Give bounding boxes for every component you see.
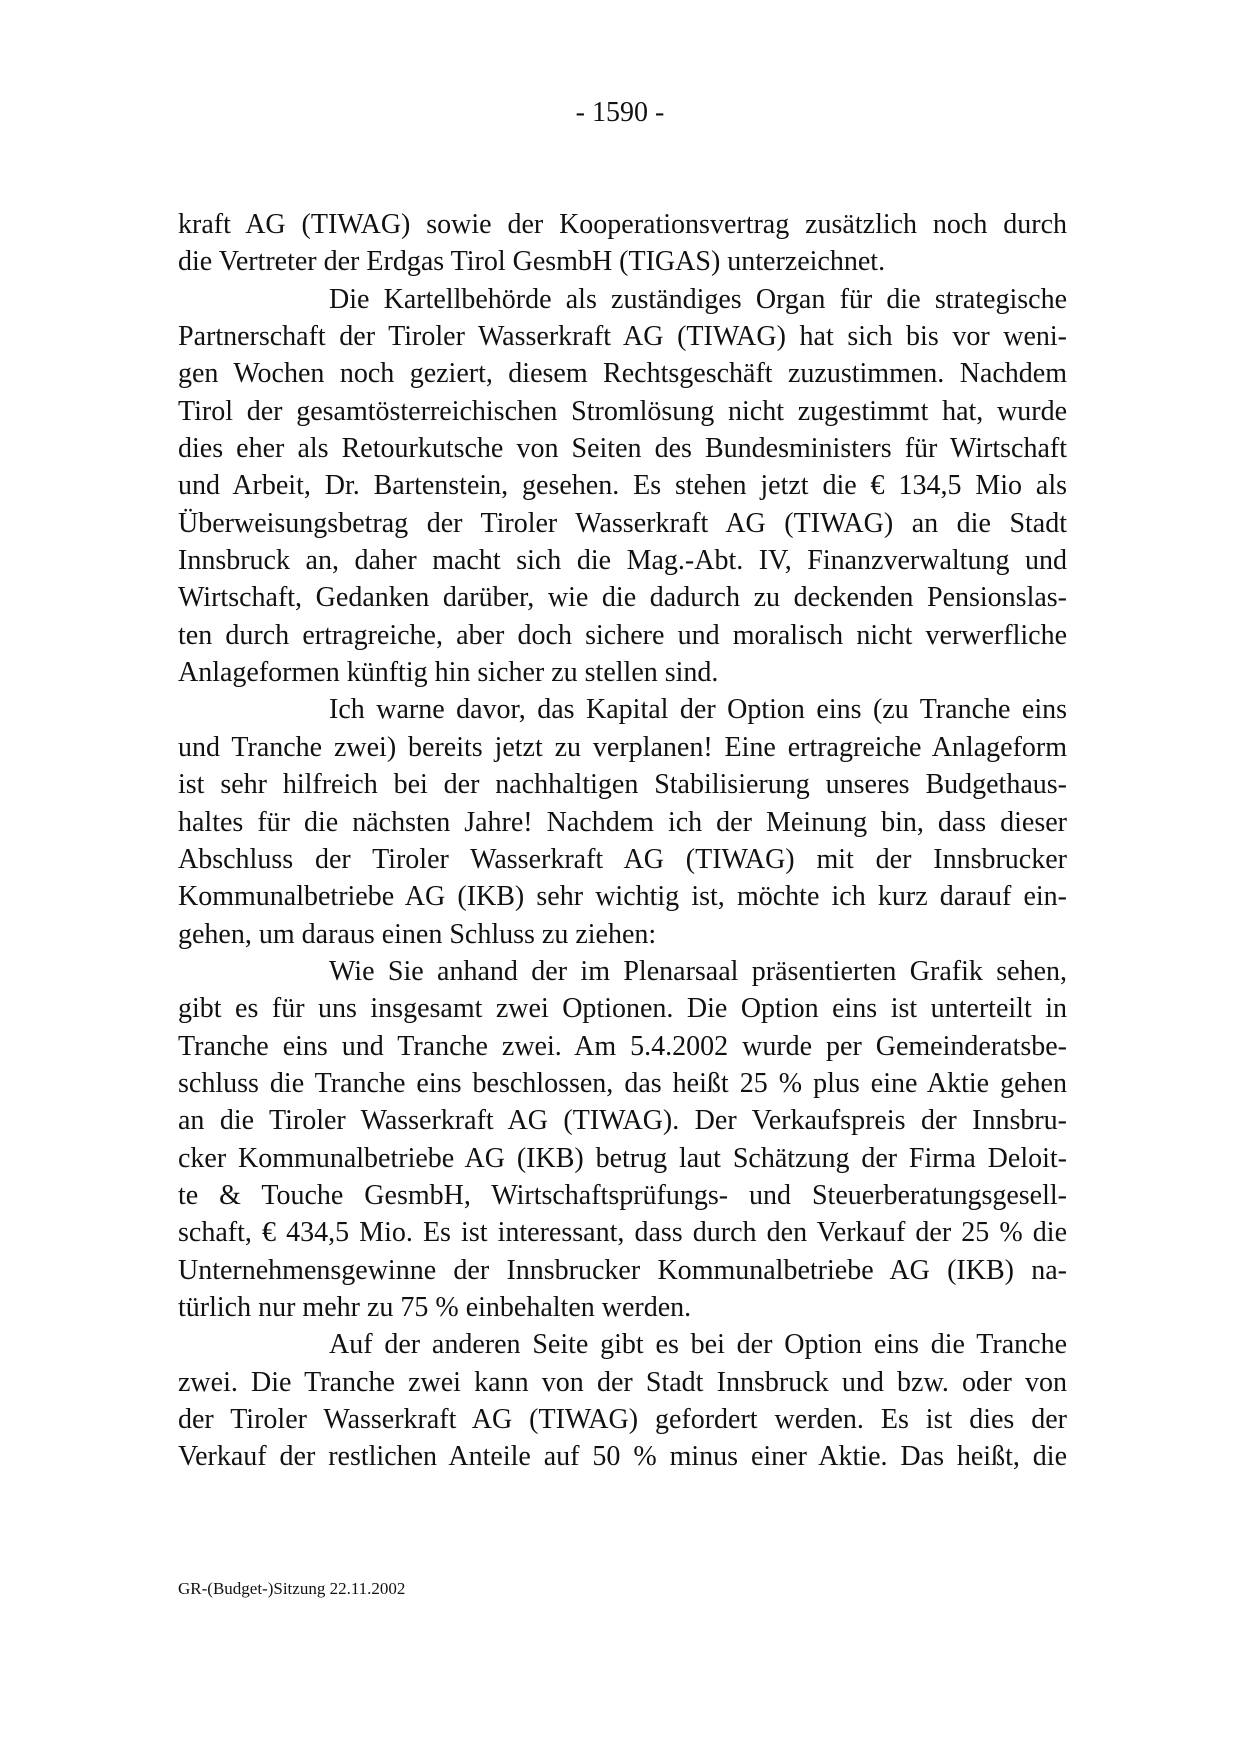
text-line: und Tranche zwei) bereits jetzt zu verplanen! Eine ertragreiche Anlageform — [178, 731, 1067, 763]
text-line: türlich nur mehr zu 75 % einbehalten werden. — [178, 1291, 692, 1323]
text-line: Ich warne davor, das Kapital der Option eins (zu Tranche eins — [329, 694, 1067, 726]
text-line: Anlageformen künftig hin sicher zu stellen sind. — [178, 657, 719, 689]
text-line: gibt es für uns insgesamt zwei Optionen. Die Option eins ist unterteilt in — [178, 993, 1067, 1025]
text-line: ten durch ertragreiche, aber doch sichere und moralisch nicht verwerfliche — [178, 619, 1067, 651]
body-text — [178, 206, 1067, 1476]
text-line: dies eher als Retourkutsche von Seiten des Bundesministers für Wirtschaft — [178, 433, 1067, 465]
text-line: an die Tiroler Wasserkraft AG (TIWAG). Der Verkaufspreis der Innsbru- — [178, 1105, 1067, 1137]
text-line: Kommunalbetriebe AG (IKB) sehr wichtig ist, möchte ich kurz darauf ein- — [178, 881, 1067, 913]
text-line: Tirol der gesamtösterreichischen Stromlösung nicht zugestimmt hat, wurde — [178, 395, 1067, 427]
text-line: schaft, € 434,5 Mio. Es ist interessant, dass durch den Verkauf der 25 % die — [178, 1217, 1067, 1249]
text-line: Partnerschaft der Tiroler Wasserkraft AG (TIWAG) hat sich bis vor weni- — [178, 321, 1067, 353]
text-line: gehen, um daraus einen Schluss zu ziehen: — [178, 918, 657, 950]
text-line: te & Touche GesmbH, Wirtschaftsprüfungs- und Steuerberatungsgesell- — [178, 1179, 1067, 1211]
text-line: Unternehmensgewinne der Innsbrucker Kommunalbetriebe AG (IKB) na- — [178, 1254, 1067, 1286]
text-line: und Arbeit, Dr. Bartenstein, gesehen. Es stehen jetzt die € 134,5 Mio als — [178, 470, 1067, 502]
text-line: der Tiroler Wasserkraft AG (TIWAG) gefordert werden. Es ist dies der — [178, 1404, 1067, 1435]
text-line: Verkauf der restlichen Anteile auf 50 % minus einer Aktie. Das heißt, die — [178, 1441, 1067, 1473]
text-line: haltes für die nächsten Jahre! Nachdem ich der Meinung bin, dass dieser — [178, 806, 1067, 838]
text-line: gen Wochen noch geziert, diesem Rechtsgeschäft zuzustimmen. Nachdem — [178, 358, 1067, 390]
text-line: Tranche eins und Tranche zwei. Am 5.4.2002 wurde per Gemeinderatsbe- — [178, 1030, 1067, 1062]
text-line: Auf der anderen Seite gibt es bei der Option eins die Tranche — [329, 1329, 1067, 1361]
text-line: Innsbruck an, daher macht sich die Mag.-Abt. IV, Finanzverwaltung und — [178, 545, 1067, 577]
text-line: cker Kommunalbetriebe AG (IKB) betrug laut Schätzung der Firma Deloit- — [178, 1142, 1067, 1174]
text-line: Die Kartellbehörde als zuständiges Organ für die strategische — [329, 283, 1067, 315]
text-line: Überweisungsbetrag der Tiroler Wasserkraft AG (TIWAG) an die Stadt — [178, 507, 1067, 539]
text-line: die Vertreter der Erdgas Tirol GesmbH (TIGAS) unterzeichnet. — [178, 246, 886, 278]
text-line: schluss die Tranche eins beschlossen, das heißt 25 % plus eine Aktie gehen — [178, 1067, 1067, 1099]
text-line: Abschluss der Tiroler Wasserkraft AG (TIWAG) mit der Innsbrucker — [178, 843, 1067, 875]
text-line: zwei. Die Tranche zwei kann von der Stadt Innsbruck und bzw. oder von — [178, 1366, 1067, 1398]
page-number: - 1590 - — [575, 97, 665, 128]
text-line: ist sehr hilfreich bei der nachhaltigen Stabilisierung unseres Budgethaus- — [178, 769, 1067, 801]
text-line: Wie Sie anhand der im Plenarsaal präsentierten Grafik sehen, — [329, 955, 1067, 987]
page-footer: GR-(Budget-)Sitzung 22.11.2002 — [178, 1579, 406, 1598]
text-line: kraft AG (TIWAG) sowie der Kooperationsvertrag zusätzlich noch durch — [178, 209, 1067, 240]
text-line: Wirtschaft, Gedanken darüber, wie die dadurch zu deckenden Pensionslas- — [178, 582, 1067, 614]
